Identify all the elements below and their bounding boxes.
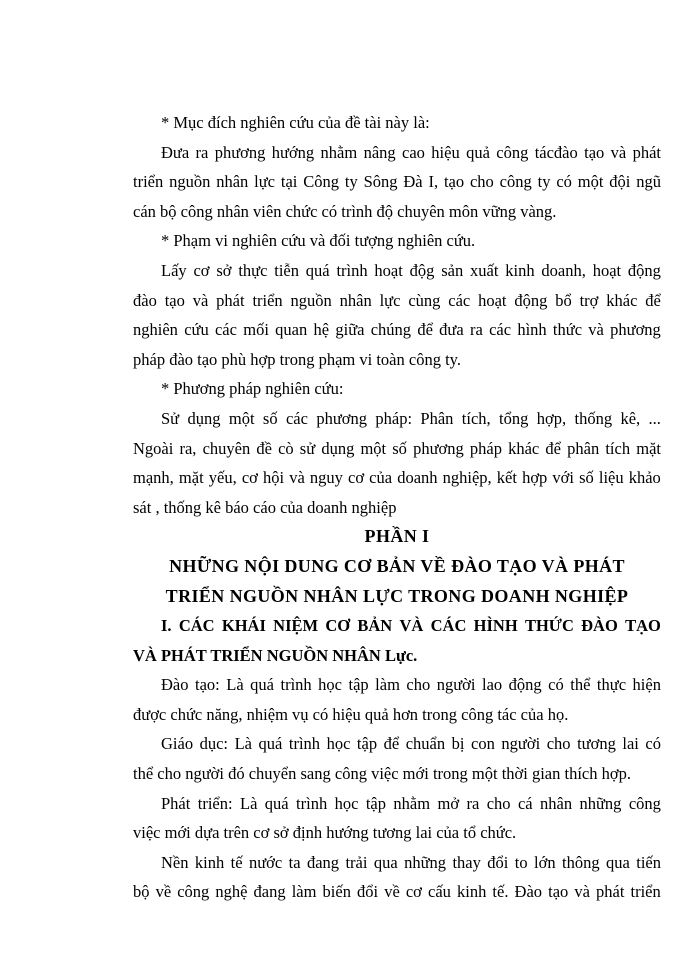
- word: hợp,: [536, 408, 567, 428]
- word: hướng: [271, 142, 315, 162]
- word: liệu: [598, 468, 624, 488]
- word: mối: [243, 320, 269, 340]
- word: đề: [256, 438, 272, 458]
- word: cứu: [184, 320, 209, 340]
- word: doanh,: [541, 260, 586, 280]
- word: quá: [305, 260, 330, 280]
- word: học: [334, 793, 359, 813]
- word: CÁC: [430, 616, 467, 636]
- word: để: [417, 320, 433, 340]
- word: dụng: [187, 408, 221, 428]
- word: cơ: [348, 468, 365, 488]
- word: lực: [379, 290, 401, 310]
- paragraph-line: [133, 404, 661, 434]
- word: pháp:: [375, 408, 413, 428]
- word: thể: [570, 675, 591, 695]
- word: xuất: [470, 260, 499, 280]
- paragraph-line: [133, 789, 661, 819]
- word: với: [552, 468, 574, 488]
- word: các: [285, 408, 308, 428]
- word: quá: [264, 793, 289, 813]
- word: phát: [632, 142, 661, 162]
- word: doanh: [397, 468, 438, 488]
- paragraph-line: [133, 286, 661, 316]
- word: kết: [496, 468, 517, 488]
- word: nâng: [363, 142, 396, 162]
- word: nguồn: [290, 290, 332, 310]
- paragraph-line: việc mới dựa trên cơ sở định hướng tương lai của tổ chức.: [133, 823, 517, 843]
- word: sở: [216, 260, 232, 280]
- word: và: [192, 290, 209, 310]
- word: mặt: [178, 468, 204, 488]
- word: hội: [263, 468, 285, 488]
- word: ĐÀO: [581, 616, 618, 636]
- word: nhân: [339, 290, 372, 310]
- word: đang: [306, 852, 340, 872]
- word: thống: [574, 408, 613, 428]
- word: NIỆM: [273, 616, 319, 636]
- word: Phát: [161, 793, 191, 813]
- paragraph-line: [133, 877, 661, 907]
- word: tế.: [492, 882, 509, 902]
- word: tổng: [499, 408, 529, 428]
- word: TẠO: [625, 616, 661, 636]
- word: học: [326, 734, 351, 754]
- word: thay: [452, 852, 481, 872]
- word: Giáo: [161, 734, 194, 754]
- word: tạo:: [195, 675, 220, 695]
- paragraph-line: [133, 670, 661, 700]
- word: các: [489, 320, 512, 340]
- word: CÁC: [178, 616, 215, 636]
- word: các: [214, 320, 237, 340]
- word: Đào: [514, 882, 543, 902]
- word: tập: [348, 675, 369, 695]
- word: hiệu: [431, 142, 460, 162]
- word: đổi: [487, 852, 509, 872]
- word: nghệ: [215, 882, 248, 902]
- word: ra: [466, 793, 480, 813]
- word: phương: [413, 438, 464, 458]
- paragraph-line: sát , thống kê báo cáo của doanh nghiệp: [133, 497, 397, 517]
- chapter-title-line: TRIỂN NGUỒN NHÂN LỰC TRONG DOANH NGHIỆP: [165, 585, 629, 606]
- word: I,: [428, 172, 439, 192]
- paragraph-line: * Phương pháp nghiên cứu:: [161, 379, 344, 399]
- word: pháp: [469, 438, 502, 458]
- word: hiện: [632, 675, 661, 695]
- word: cho: [469, 172, 494, 192]
- word: biến: [322, 882, 351, 902]
- word: cò: [278, 438, 294, 458]
- part-heading: PHẦN I: [364, 526, 430, 547]
- word: mạnh,: [133, 468, 174, 488]
- word: làm: [375, 675, 400, 695]
- word: số: [262, 408, 278, 428]
- word: lực: [254, 172, 276, 192]
- word: triển: [630, 882, 661, 902]
- word: tích,: [461, 408, 491, 428]
- word: để: [645, 290, 661, 310]
- word: Ngoài: [133, 438, 174, 458]
- word: một: [228, 408, 255, 428]
- word: Đào: [161, 675, 189, 695]
- word: công: [496, 142, 529, 162]
- chapter-title-line: NHỮNG NỘI DUNG CƠ BẢN VỀ ĐÀO TẠO VÀ PHÁT: [169, 555, 625, 576]
- word: Lấy: [161, 260, 187, 280]
- word: có: [548, 675, 564, 695]
- word: độg: [409, 260, 435, 280]
- word: triển: [133, 172, 164, 192]
- word: và: [289, 468, 305, 488]
- word: mặt: [636, 438, 661, 458]
- word: THỨC: [524, 616, 574, 636]
- word: tạo: [584, 142, 605, 162]
- word: nhằm: [393, 793, 431, 813]
- word: Sử: [161, 408, 180, 428]
- word: KHÁI: [221, 616, 266, 636]
- word: quả: [466, 142, 490, 162]
- word: quá: [258, 734, 283, 754]
- word: CƠ: [325, 616, 351, 636]
- word: phát: [596, 882, 625, 902]
- word: các: [448, 290, 471, 310]
- word: và: [610, 142, 627, 162]
- paragraph-line: được chức năng, nhiệm vụ có hiệu quả hơn trong công tác của họ.: [133, 704, 569, 724]
- word: ra: [195, 142, 209, 162]
- word: qua: [606, 852, 630, 872]
- word: số: [579, 468, 594, 488]
- word: cơ: [193, 260, 210, 280]
- word: khác: [606, 290, 638, 310]
- word: động: [627, 260, 661, 280]
- word: lớn: [534, 852, 556, 872]
- word: cho: [546, 734, 571, 754]
- word: số: [392, 438, 407, 458]
- word: trình: [280, 675, 312, 695]
- word: trình: [296, 793, 328, 813]
- word: HÌNH: [473, 616, 518, 636]
- word: trình: [336, 260, 368, 280]
- word: đưa: [439, 320, 464, 340]
- paragraph-line: thể cho người đó chuyển sang công việc mới trong một thời gian thích hợp.: [133, 764, 631, 784]
- word: phương: [316, 408, 367, 428]
- word: công: [499, 172, 532, 192]
- word: I.: [161, 616, 172, 636]
- word: nhân: [216, 172, 249, 192]
- word: thực: [596, 675, 627, 695]
- word: dụng: [321, 438, 355, 458]
- word: chuẩn: [405, 734, 446, 754]
- section-heading-line: [133, 611, 661, 641]
- word: người: [436, 675, 476, 695]
- word: ty: [537, 172, 551, 192]
- word: kê,: [620, 408, 641, 428]
- word: cho: [406, 675, 431, 695]
- word: phân: [567, 438, 600, 458]
- word: đang: [253, 882, 286, 902]
- word: Là: [234, 734, 252, 754]
- paragraph-line: [133, 434, 661, 464]
- word: ngũ: [636, 172, 661, 192]
- word: công: [628, 793, 661, 813]
- word: hoạt: [478, 290, 507, 310]
- paragraph-line: [133, 167, 661, 197]
- paragraph-line: [133, 729, 661, 759]
- word: hợp: [522, 468, 548, 488]
- word: thực: [238, 260, 268, 280]
- word: bộ: [133, 882, 150, 902]
- word: nghiệp,: [442, 468, 492, 488]
- word: tạo: [443, 172, 465, 192]
- word: để: [545, 438, 561, 458]
- word: học: [318, 675, 342, 695]
- word: trình: [288, 734, 321, 754]
- word: quá: [250, 675, 274, 695]
- word: những: [404, 852, 447, 872]
- word: động: [508, 675, 542, 695]
- word: tập: [365, 793, 387, 813]
- word: cao: [402, 142, 425, 162]
- word: hệ: [313, 320, 330, 340]
- paragraph-line: * Mục đích nghiên cứu của đề tài này là:: [161, 113, 430, 132]
- word: Là: [226, 675, 244, 695]
- word: phương: [610, 320, 661, 340]
- word: có: [645, 734, 661, 754]
- word: cơ: [405, 882, 422, 902]
- word: về: [384, 882, 400, 902]
- word: cấu: [428, 882, 451, 902]
- word: kinh: [505, 260, 535, 280]
- word: cá: [517, 793, 533, 813]
- word: tiến: [636, 852, 661, 872]
- word: sử: [299, 438, 316, 458]
- word: hoạt: [592, 260, 622, 280]
- word: và: [574, 882, 590, 902]
- word: phương: [214, 142, 266, 162]
- word: tích: [605, 438, 631, 458]
- word: tácđào: [534, 142, 578, 162]
- paragraph-line: * Phạm vi nghiên cứu và đối tượng nghiên cứu.: [161, 231, 476, 251]
- word: động: [514, 290, 548, 310]
- word: ra: [469, 320, 483, 340]
- word: VÀ: [399, 616, 424, 636]
- word: người: [501, 734, 541, 754]
- word: đào: [133, 290, 157, 310]
- paragraph-line: [133, 138, 661, 168]
- word: đội: [609, 172, 631, 192]
- word: tương: [577, 734, 616, 754]
- word: Đà: [403, 172, 423, 192]
- document-body: [133, 108, 661, 907]
- word: thông: [562, 852, 600, 872]
- section-heading-line: VÀ PHÁT TRIỂN NGUỒN NHÂN Lực.: [133, 645, 418, 665]
- word: ty: [344, 172, 358, 192]
- word: lao: [482, 675, 503, 695]
- word: Nền: [161, 852, 189, 872]
- word: phát: [216, 290, 245, 310]
- word: những: [579, 793, 622, 813]
- word: mở: [437, 793, 460, 813]
- word: một: [577, 172, 604, 192]
- word: Là: [239, 793, 258, 813]
- word: ra,: [179, 438, 197, 458]
- word: sản: [441, 260, 464, 280]
- word: giữa: [335, 320, 365, 340]
- word: tại: [280, 172, 298, 192]
- word: và: [588, 320, 604, 340]
- word: quan: [275, 320, 308, 340]
- word: trợ: [579, 290, 599, 310]
- word: bổ: [555, 290, 572, 310]
- word: kinh: [194, 852, 225, 872]
- word: Phân: [420, 408, 454, 428]
- word: Công: [303, 172, 339, 192]
- word: bị: [451, 734, 465, 754]
- word: BẢN: [357, 616, 393, 636]
- word: ta: [288, 852, 301, 872]
- word: nghiên: [133, 320, 178, 340]
- paragraph-line: [133, 848, 661, 878]
- word: cơ: [241, 468, 258, 488]
- word: khác: [508, 438, 540, 458]
- paragraph-line: pháp đào tạo phù hợp trong phạm vi toàn công ty.: [133, 349, 461, 369]
- word: yếu,: [208, 468, 237, 488]
- word: triển: [252, 290, 283, 310]
- word: triển:: [197, 793, 233, 813]
- word: lai: [622, 734, 639, 754]
- word: dục:: [199, 734, 229, 754]
- word: cho: [486, 793, 511, 813]
- paragraph-line: [133, 256, 661, 286]
- word: tiễn: [274, 260, 299, 280]
- paragraph-line: [133, 315, 661, 345]
- word: chúng: [370, 320, 412, 340]
- word: trải: [345, 852, 368, 872]
- paragraph-line: [133, 463, 661, 493]
- word: Đưa: [161, 142, 190, 162]
- word: tạo: [164, 290, 185, 310]
- word: to: [514, 852, 528, 872]
- word: công: [177, 882, 210, 902]
- word: tập: [356, 734, 378, 754]
- word: đổi: [357, 882, 379, 902]
- word: thức: [552, 320, 583, 340]
- word: để: [383, 734, 400, 754]
- word: cùng: [408, 290, 441, 310]
- paragraph-line: cán bộ công nhân viên chức có trình độ chuyên môn vững vàng.: [133, 201, 557, 221]
- word: nhân: [540, 793, 573, 813]
- word: qua: [373, 852, 398, 872]
- word: có: [556, 172, 572, 192]
- word: hình: [517, 320, 547, 340]
- word: hoạt: [374, 260, 403, 280]
- word: tế: [230, 852, 243, 872]
- word: chuyên: [202, 438, 251, 458]
- word: con: [471, 734, 495, 754]
- word: kinh: [456, 882, 487, 902]
- word: nguồn: [169, 172, 211, 192]
- word: làm: [291, 882, 317, 902]
- word: nhằm: [320, 142, 358, 162]
- word: tạo: [548, 882, 569, 902]
- word: ...: [648, 408, 661, 428]
- word: của: [369, 468, 393, 488]
- word: nguy: [309, 468, 343, 488]
- word: về: [155, 882, 172, 902]
- word: khảo: [628, 468, 661, 488]
- word: nước: [248, 852, 283, 872]
- word: một: [360, 438, 387, 458]
- word: Sông: [363, 172, 398, 192]
